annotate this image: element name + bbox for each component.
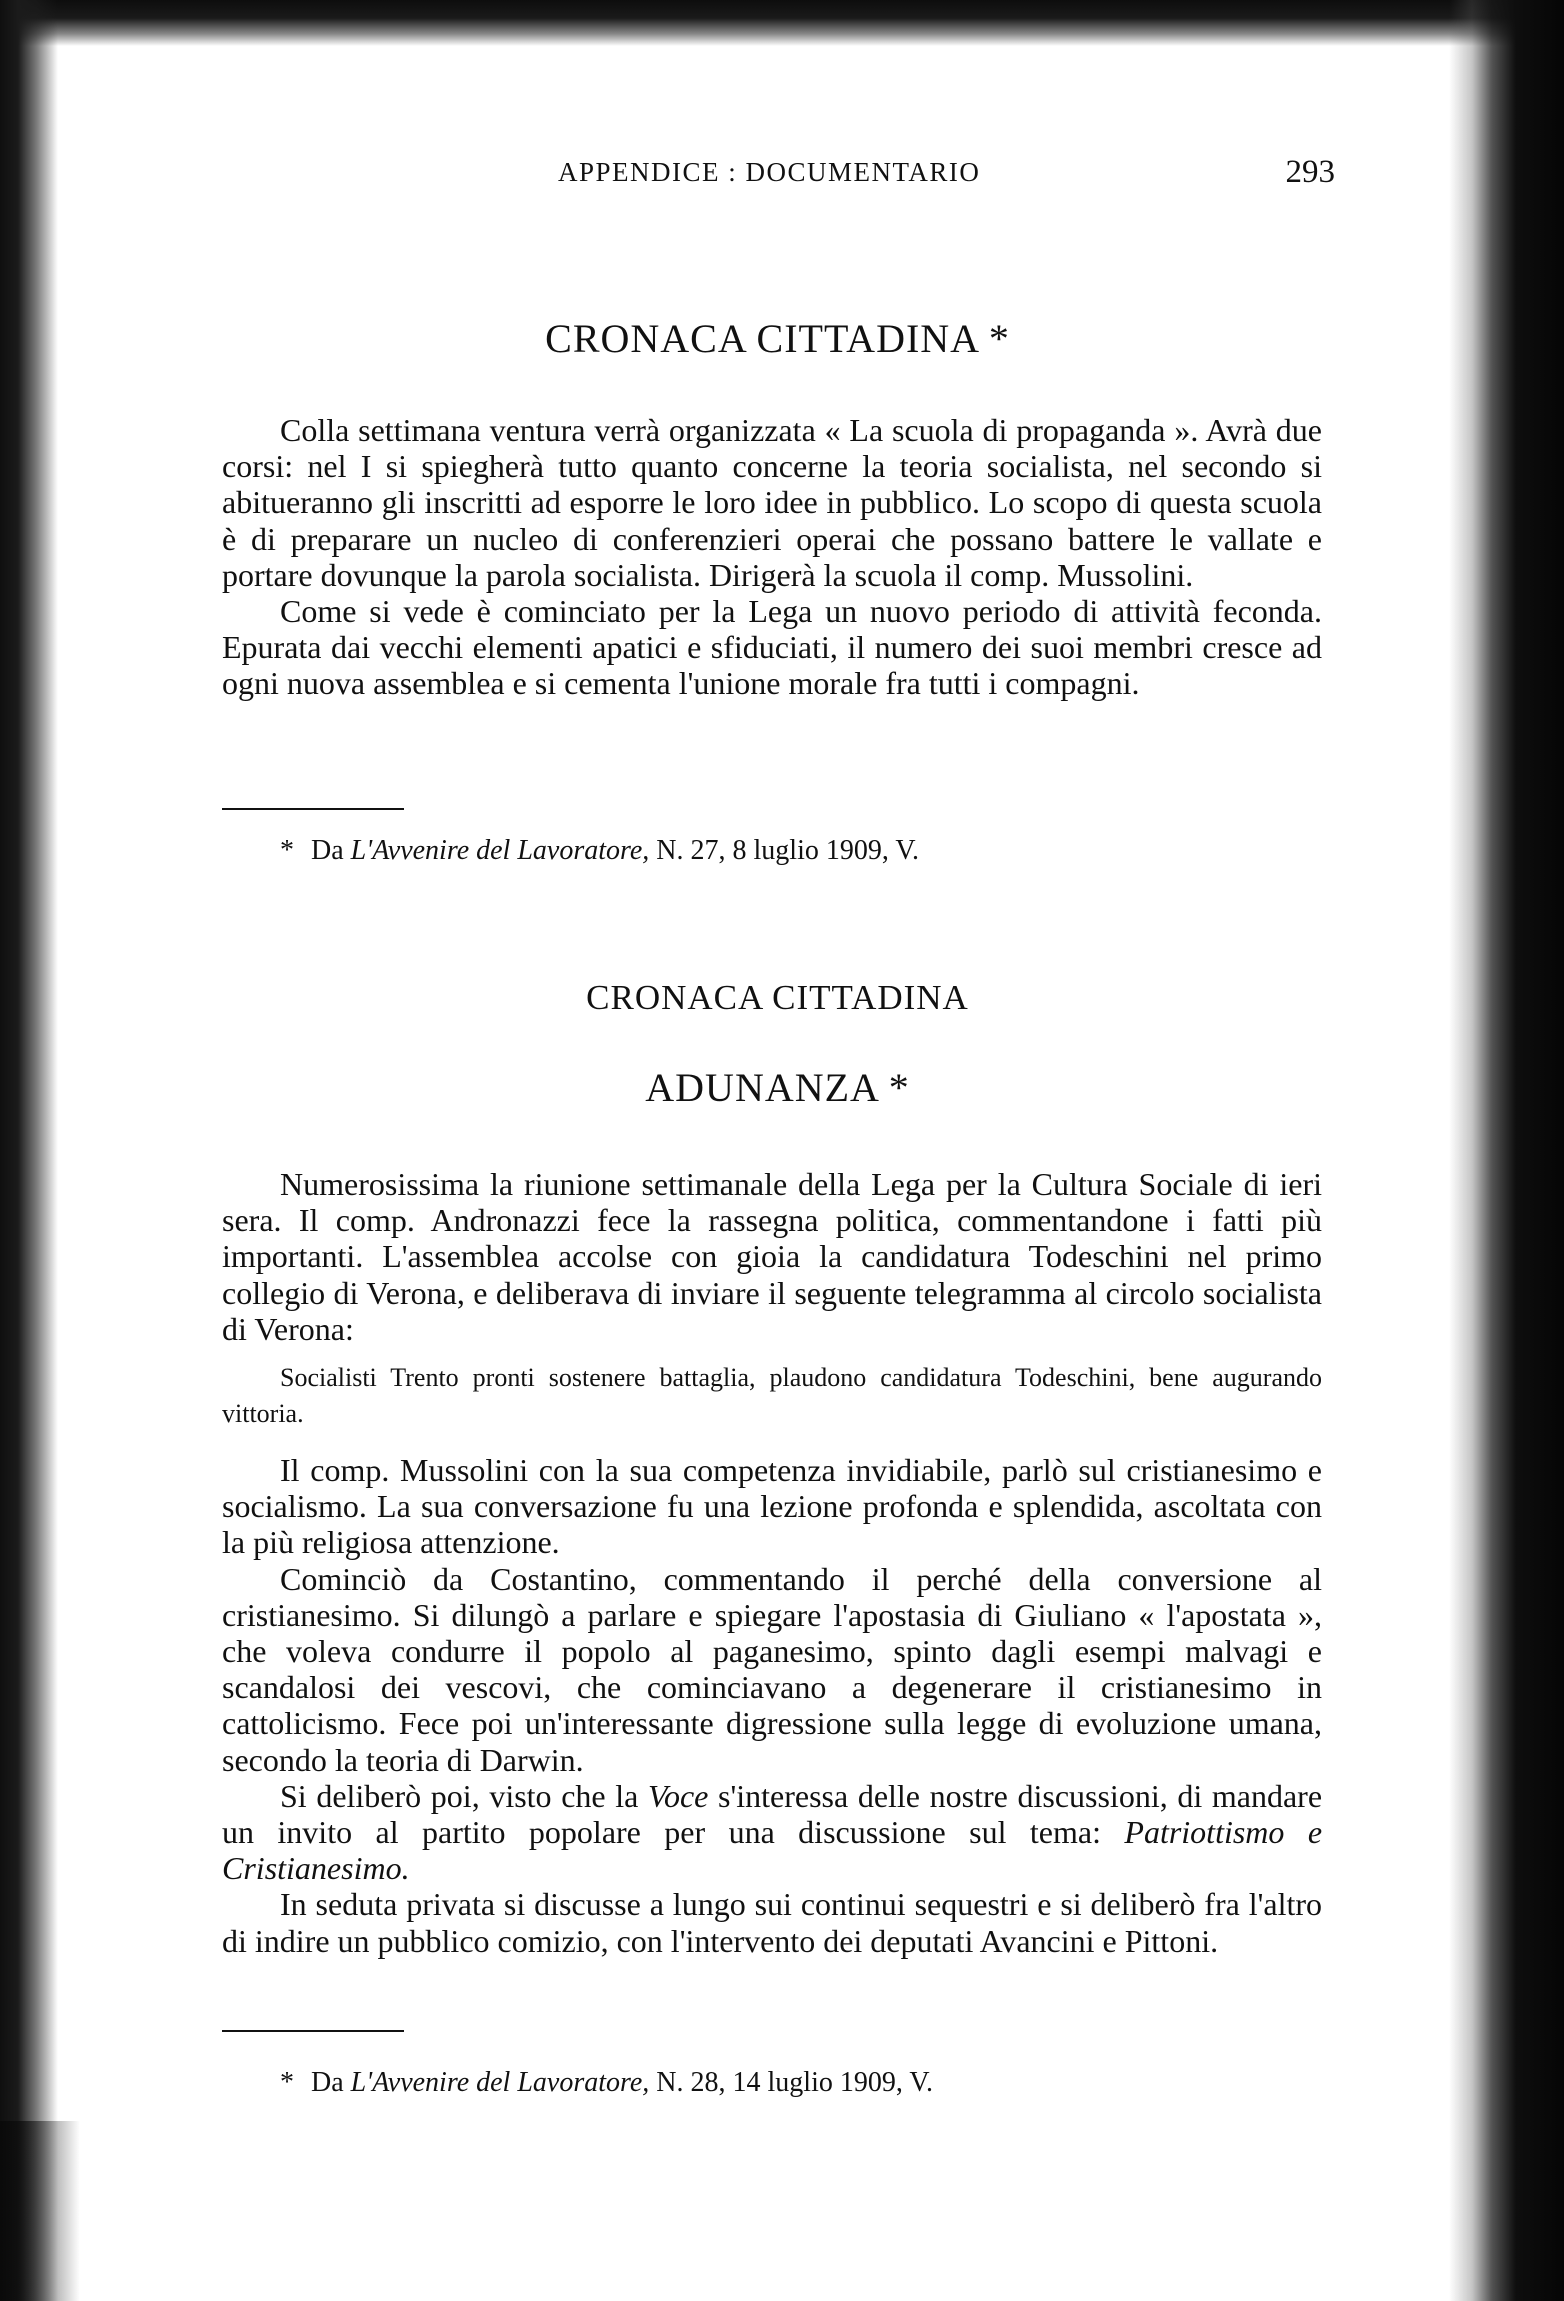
footnote-prefix: Da [311,2067,344,2098]
footnote-prefix: Da [311,835,344,866]
paragraph-4-middle: s'interessa delle nostre discussioni, di mandare un invito al partito popolare per una discussione sul tema: [222,1777,1323,1851]
article-2-footnote [280,2064,933,2102]
footnote-rule-2 [222,2030,404,2032]
article-2-paragraph-5: In seduta privata si discusse a lungo sui continui sequestri e si deliberò fra l'altro di indire un pubblico comizio, con l'intervento dei deputati Avancini e Pittoni. [222,1886,1322,1959]
article-1-title: CRONACA CITTADINA * [545,316,1010,361]
article-2-body-1 [222,1166,1322,1347]
footnote-marker: * [280,835,294,866]
article-1-footnote [280,832,919,870]
footnote-details: N. 28, 14 luglio 1909, V. [656,2067,933,2098]
scan-edge-bottom-left [0,2121,80,2301]
footnote-source: L'Avvenire del Lavoratore, [350,835,650,866]
running-head: APPENDICE : DOCUMENTARIO [558,157,981,187]
article-1-body [222,412,1322,702]
footnote-marker: * [280,2067,294,2098]
article-2-title: CRONACA CITTADINA [586,978,969,1017]
article-2-subtitle: ADUNANZA * [645,1065,910,1110]
article-1-paragraph-1: Colla settimana ventura verrà organizzata « La scuola di propaganda ». Avrà due corsi: nel I si spiegherà tutto quanto concerne la teoria socialista, nel secondo si abitueranno gli inscritti ad esporre le loro idee in pubblico. Lo scopo di questa scuola è di preparare un nucleo di conferenzieri operai che possano battere le vallate e portare dovunque la parola socialista. Dirigerà la scuola il comp. Mussolini. [222,412,1322,593]
scan-edge-left [0,0,58,2301]
telegram-text: Socialisti Trento pronti sostenere battaglia, plaudono candidatura Todeschini, bene augurando vittoria. [222,1363,1322,1428]
footnote-source: L'Avvenire del Lavoratore, [350,2067,650,2098]
footnote-rule-1 [222,808,404,810]
discussion-topic: Patriottismo e Cristianesimo. [222,1814,1323,1887]
scan-edge-top [0,0,1564,46]
article-2-paragraph-3: Cominciò da Costantino, commentando il perché della conversione al cristianesimo. Si dilungò a parlare e spiegare l'apostasia di Giuliano « l'apostata », che voleva condurre il popolo al paganesimo, spinto dagli esempi malvagi e scandalosi dei vescovi, che cominciavano a degenerare il cristianesimo in cattolicismo. Fece poi un'interessante digressione sulla legge di evoluzione umana, secondo la teoria di Darwin. [222,1560,1322,1778]
scan-edge-right [1449,0,1564,2301]
footnote-details: N. 27, 8 luglio 1909, V. [656,835,919,866]
article-1-paragraph-2: Come si vede è cominciato per la Lega un nuovo periodo di attività feconda. Epurata dai vecchi elementi apatici e sfiduciati, il numero dei suoi membri cresce ad ogni nuova assemblea e si cementa l'unione morale fra tutti i compagni. [222,593,1322,702]
page-number: 293 [1285,154,1335,190]
article-2-body-2 [222,1452,1322,1959]
article-2-paragraph-4 [222,1778,1322,1887]
article-2-paragraph-1: Numerosissima la riunione settimanale della Lega per la Cultura Sociale di ieri sera. Il comp. Andronazzi fece la rassegna politica, commentandone i fatti più importanti. L'assemblea accolse con gioia la candidatura Todeschini nel primo collegio di Verona, e deliberava di inviare il seguente telegramma al circolo socialista di Verona: [222,1166,1322,1347]
paragraph-4-start: Si deliberò poi, visto che la [280,1777,639,1814]
voce-title: Voce [647,1777,709,1814]
page-header [220,152,1335,202]
article-2-paragraph-2: Il comp. Mussolini con la sua competenza invidiabile, parlò sul cristianesimo e socialismo. La sua conversazione fu una lezione profonda e splendida, ascoltata con la più religiosa attenzione. [222,1452,1322,1561]
